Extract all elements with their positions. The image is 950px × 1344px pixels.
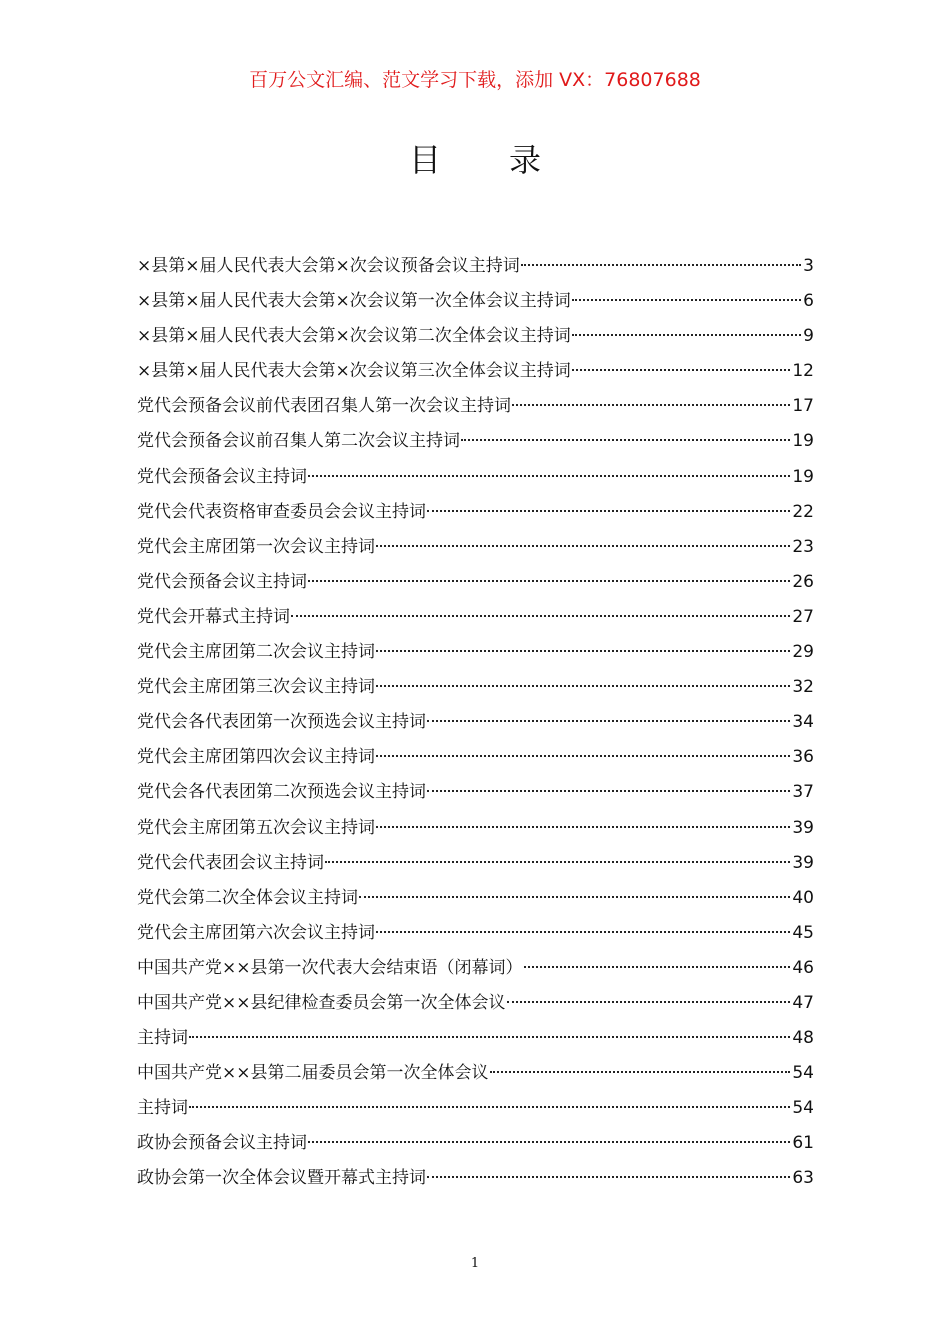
toc-entry-title: 党代会主席团第六次会议主持词 — [137, 922, 375, 943]
dot-leader — [572, 299, 801, 301]
toc-entry-page: 19 — [792, 431, 814, 452]
toc-entry-title: ×县第×届人民代表大会第×次会议第二次全体会议主持词 — [137, 326, 571, 347]
toc-entry-title: 党代会主席团第三次会议主持词 — [137, 677, 375, 698]
toc-entry-page: 29 — [792, 642, 814, 663]
toc-entry-page: 47 — [792, 992, 814, 1013]
toc-entry[interactable] — [137, 427, 814, 462]
toc-entry-title: 主持词 — [137, 1028, 188, 1049]
dot-leader — [461, 439, 790, 441]
page-title — [0, 138, 950, 182]
dot-leader — [572, 369, 791, 371]
toc-entry-title: 政协会预备会议主持词 — [137, 1133, 307, 1154]
toc-entry[interactable] — [137, 743, 814, 778]
toc-entry[interactable] — [137, 989, 814, 1024]
toc-entry-page: 61 — [792, 1133, 814, 1154]
header-banner: 百万公文汇编、范文学习下载，添加 VX：76807688 — [249, 69, 701, 91]
toc-entry[interactable] — [137, 708, 814, 743]
toc-entry-page: 3 — [803, 256, 814, 276]
dot-leader — [521, 264, 801, 266]
toc-entry-title: ×县第×届人民代表大会第×次会议第三次全体会议主持词 — [137, 361, 571, 382]
toc-entry[interactable] — [137, 884, 814, 919]
dot-leader — [308, 580, 790, 582]
toc-entry-title: 党代会预备会议主持词 — [137, 466, 307, 487]
dot-leader — [359, 896, 790, 898]
toc-entry-title: 中国共产党××县纪律检查委员会第一次全体会议 — [137, 992, 506, 1013]
dot-leader — [376, 931, 790, 933]
toc-entry[interactable] — [137, 533, 814, 568]
dot-leader — [189, 1036, 790, 1038]
toc-entry-page: 40 — [792, 887, 814, 908]
toc-entry[interactable] — [137, 252, 814, 287]
toc-entry-title: 党代会代表资格审查委员会会议主持词 — [137, 501, 426, 522]
toc-entry-title: 党代会预备会议主持词 — [137, 571, 307, 592]
toc-entry-page: 34 — [792, 712, 814, 733]
dot-leader — [189, 1106, 790, 1108]
dot-leader — [376, 685, 790, 687]
toc-entry-title: 党代会开幕式主持词 — [137, 606, 290, 627]
toc-entry[interactable] — [137, 673, 814, 708]
toc-entry-title: 党代会各代表团第一次预选会议主持词 — [137, 712, 426, 733]
toc-entry-page: 37 — [792, 782, 814, 803]
toc-entry-page: 26 — [792, 571, 814, 592]
toc-entry-page: 22 — [792, 501, 814, 522]
toc-entry[interactable] — [137, 463, 814, 498]
toc-entry-title: 政协会第一次全体会议暨开幕式主持词 — [137, 1168, 426, 1189]
toc-entry-page: 46 — [792, 957, 814, 978]
dot-leader — [308, 1141, 790, 1143]
toc-entry[interactable] — [137, 287, 814, 322]
toc-entry[interactable] — [137, 498, 814, 533]
toc-entry[interactable] — [137, 322, 814, 357]
dot-leader — [376, 545, 790, 547]
toc-entry[interactable] — [137, 1059, 814, 1094]
toc-entry-title: 党代会主席团第五次会议主持词 — [137, 817, 375, 838]
toc-entry-title: 主持词 — [137, 1098, 188, 1119]
toc-entry-title: 党代会预备会议前召集人第二次会议主持词 — [137, 431, 460, 452]
page-title-char-2: 录 — [509, 141, 542, 179]
toc-entry[interactable] — [137, 849, 814, 884]
toc-entry[interactable] — [137, 603, 814, 638]
toc-entry-title: 中国共产党××县第二届委员会第一次全体会议 — [137, 1063, 489, 1084]
dot-leader — [376, 650, 790, 652]
toc-entry-page: 19 — [792, 466, 814, 487]
toc-entry-title: 中国共产党××县第一次代表大会结束语（闭幕词） — [137, 957, 523, 978]
toc-entry[interactable] — [137, 954, 814, 989]
toc-entry[interactable] — [137, 919, 814, 954]
toc-entry-title: ×县第×届人民代表大会第×次会议预备会议主持词 — [137, 256, 520, 276]
toc-entry[interactable] — [137, 357, 814, 392]
toc-entry[interactable] — [137, 1094, 814, 1129]
dot-leader — [490, 1071, 791, 1073]
dot-leader — [325, 861, 790, 863]
dot-leader — [308, 475, 790, 477]
toc-entry-page: 12 — [792, 361, 814, 382]
toc-entry-page: 45 — [792, 922, 814, 943]
toc-entry-title: 党代会主席团第四次会议主持词 — [137, 747, 375, 768]
toc-entry-page: 39 — [792, 817, 814, 838]
toc-entry-title: ×县第×届人民代表大会第×次会议第一次全体会议主持词 — [137, 291, 571, 312]
dot-leader — [376, 826, 790, 828]
dot-leader — [524, 966, 791, 968]
dot-leader — [427, 510, 790, 512]
toc-entry-page: 54 — [792, 1098, 814, 1119]
toc-entry-page: 48 — [792, 1028, 814, 1049]
toc-entry-page: 36 — [792, 747, 814, 768]
dot-leader — [427, 790, 790, 792]
dot-leader — [427, 720, 790, 722]
toc-entry-title: 党代会第二次全体会议主持词 — [137, 887, 358, 908]
toc-entry-title: 党代会预备会议前代表团召集人第一次会议主持词 — [137, 396, 511, 417]
toc-entry-page: 39 — [792, 852, 814, 873]
toc-entry-page: 63 — [792, 1168, 814, 1189]
toc-entry[interactable] — [137, 1164, 814, 1199]
toc-entry-page: 17 — [792, 396, 814, 417]
dot-leader — [427, 1176, 790, 1178]
toc-entry-title: 党代会主席团第二次会议主持词 — [137, 642, 375, 663]
toc-entry-page: 27 — [792, 606, 814, 627]
toc-entry[interactable] — [137, 1129, 814, 1164]
dot-leader — [512, 404, 790, 406]
toc-entry[interactable] — [137, 1024, 814, 1059]
dot-leader — [572, 334, 801, 336]
toc-entry-page: 9 — [803, 326, 814, 347]
dot-leader — [376, 755, 790, 757]
toc-entry[interactable] — [137, 778, 814, 813]
toc-entry[interactable] — [137, 392, 814, 427]
toc-entry[interactable] — [137, 814, 814, 849]
table-of-contents — [137, 252, 814, 1200]
toc-entry[interactable] — [137, 638, 814, 673]
page-title-char-1: 目 — [408, 141, 441, 179]
toc-entry-page: 54 — [792, 1063, 814, 1084]
toc-entry-page: 32 — [792, 677, 814, 698]
page-number: 1 — [470, 1256, 480, 1271]
toc-entry-title: 党代会主席团第一次会议主持词 — [137, 536, 375, 557]
dot-leader — [291, 615, 790, 617]
toc-entry[interactable] — [137, 568, 814, 603]
toc-entry-page: 6 — [803, 291, 814, 312]
toc-entry-page: 23 — [792, 536, 814, 557]
toc-entry-title: 党代会各代表团第二次预选会议主持词 — [137, 782, 426, 803]
dot-leader — [507, 1001, 791, 1003]
toc-entry-title: 党代会代表团会议主持词 — [137, 852, 324, 873]
